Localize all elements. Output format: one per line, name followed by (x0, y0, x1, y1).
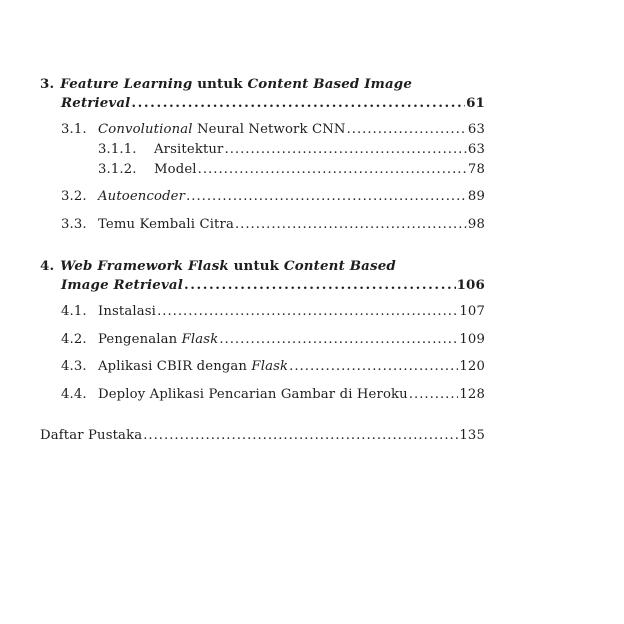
section-title-part: Deploy Aplikasi Pencarian Gambar di Heroku (98, 387, 408, 402)
page-number: 63 (467, 142, 485, 157)
chapter-4-title-line2 (61, 277, 485, 293)
section-title-part: Flask (251, 359, 289, 374)
page-number: 120 (459, 359, 485, 374)
dot-leader (347, 122, 467, 137)
bibliography-title: Daftar Pustaka (40, 428, 143, 443)
section-title-part: Flask (181, 332, 219, 347)
section-title-part: Pengenalan (98, 332, 182, 347)
chapter-number: 4. (40, 258, 55, 274)
section-number: 3.3. (61, 217, 87, 232)
chapter-title-part: Web Framework Flask (60, 258, 229, 274)
subsection-number: 3.1.1. (98, 142, 137, 157)
chapter-number: 3. (40, 76, 55, 92)
toc-entry (61, 217, 485, 232)
page-number: 63 (467, 122, 485, 137)
dot-leader (184, 277, 456, 293)
section-number: 4.3. (61, 359, 87, 374)
dot-leader (219, 332, 458, 347)
toc-entry (98, 162, 485, 177)
page-number: 109 (459, 332, 485, 347)
chapter-3-title-line2 (61, 95, 485, 111)
page-number: 61 (466, 95, 485, 111)
dot-leader (157, 304, 458, 319)
section-number: 4.4. (61, 387, 87, 402)
dot-leader (143, 428, 458, 443)
page-number: 135 (459, 428, 485, 443)
toc-entry (61, 304, 485, 319)
chapter-title-part: Content Based Image (247, 76, 412, 92)
chapter-title-part: Retrieval (61, 95, 131, 111)
page-number: 89 (467, 189, 485, 204)
toc-entry (61, 189, 485, 204)
page-number: 106 (456, 277, 485, 293)
section-number: 4.1. (61, 304, 87, 319)
toc-entry (61, 387, 485, 402)
chapter-title-part: untuk (192, 76, 248, 92)
subsection-number: 3.1.2. (98, 162, 137, 177)
page-number: 78 (467, 162, 485, 177)
page-number: 128 (459, 387, 485, 402)
subsection-title: Arsitektur (154, 142, 224, 157)
toc-entry (61, 332, 485, 347)
chapter-title-part: untuk (228, 258, 284, 274)
dot-leader (198, 162, 467, 177)
toc-entry (61, 359, 485, 374)
section-title-part: Aplikasi CBIR dengan (98, 359, 252, 374)
toc-entry-bibliography (40, 428, 485, 443)
section-title-part: Temu Kembali Citra (98, 217, 234, 232)
dot-leader (225, 142, 467, 157)
page-number: 107 (459, 304, 485, 319)
section-number: 3.1. (61, 122, 87, 137)
chapter-title-part: Feature Learning (60, 76, 193, 92)
dot-leader (289, 359, 458, 374)
dot-leader (186, 189, 467, 204)
section-title-part: Neural Network CNN (192, 122, 346, 137)
toc-entry (98, 142, 485, 157)
dot-leader (131, 95, 465, 111)
chapter-3-title-line1 (40, 76, 484, 92)
dot-leader (235, 217, 467, 232)
section-title-part: Convolutional (98, 122, 193, 137)
page-number: 98 (467, 217, 485, 232)
subsection-title: Model (154, 162, 197, 177)
dot-leader (409, 387, 459, 402)
chapter-4-title-line1 (40, 258, 484, 274)
chapter-title-part: Image Retrieval (61, 277, 183, 293)
section-title-part: Instalasi (98, 304, 157, 319)
section-title-part: Autoencoder (98, 189, 186, 204)
section-number: 3.2. (61, 189, 87, 204)
section-number: 4.2. (61, 332, 87, 347)
toc-entry (61, 122, 485, 137)
chapter-title-part: Content Based (283, 258, 396, 274)
